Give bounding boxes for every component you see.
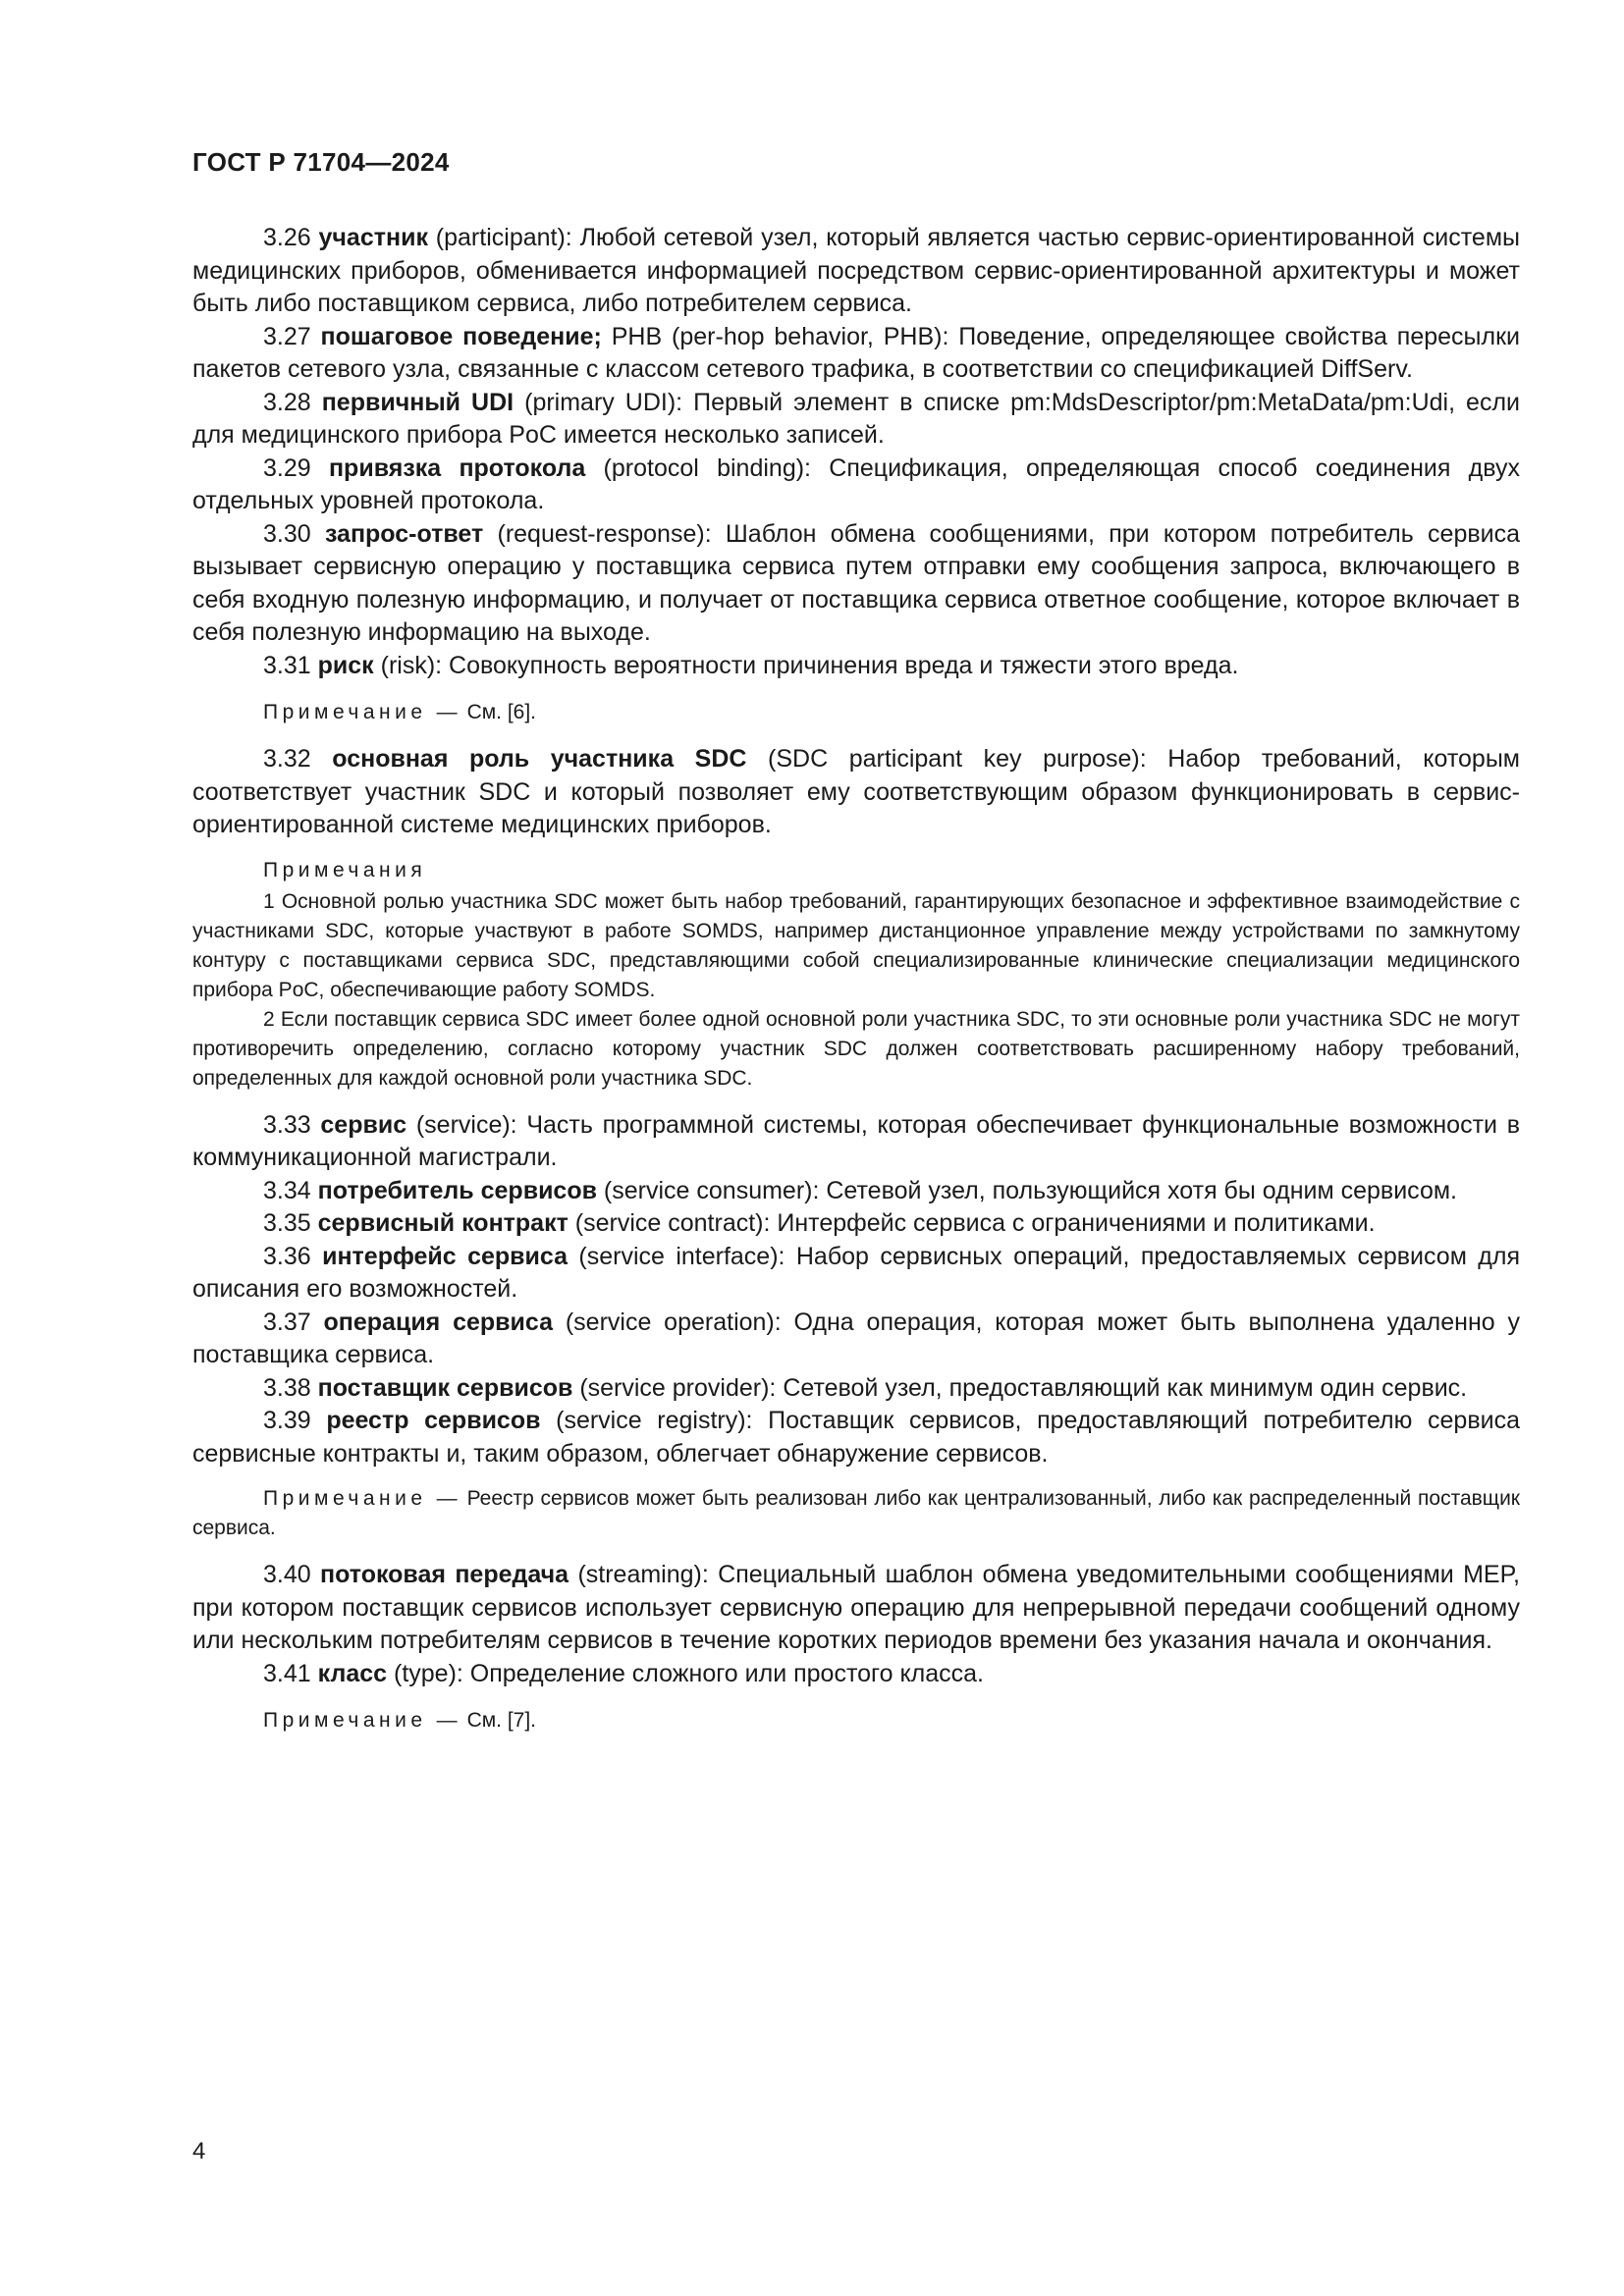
term-entry-3-37: 3.37 операция сервиса (service operation): Одна операция, которая может быть выполнена удаленно у поставщика сервиса. bbox=[192, 1308, 1521, 1368]
note-item-2: 2 Если поставщик сервиса SDC имеет более одной основной роли участника SDC, то эти основные роли участника SDC не могут противоречить определению, согласно которому участник SDC должен соответствовать расширенному набору требований, определенных для каждой основной роли участника SDC. bbox=[192, 1007, 1520, 1090]
term-name: запрос-ответ bbox=[324, 519, 484, 548]
term-entry-3-30: 3.30 запрос-ответ (request-response): Шаблон обмена сообщениями, при котором потребитель сервиса вызывает сервисную операцию у поставщика сервиса путем отправки ему сообщения запроса, включающего в себя входную полезную информацию, и получает от поставщика сервиса ответное сообщение, которое включает в себя полезную информацию на выходе. bbox=[192, 519, 1520, 646]
term-name: первичный UDI bbox=[321, 388, 514, 416]
term-name: операция сервиса bbox=[323, 1308, 554, 1336]
note-item-1: 1 Основной ролью участника SDC может быть набор требований, гарантирующих безопасное и эффективное взаимодействие с участниками SDC, которые участвуют в работе SOMDS, например дистанционное управление между устройствами по замкнутому контуру с поставщиками сервиса SDC, представляющими собой специализированные клинические специализации медицинского прибора PoC, обеспечивающие работу SOMDS. bbox=[192, 889, 1520, 1001]
term-entry-3-34: 3.34 потребитель сервисов (service consumer): Сетевой узел, пользующийся хотя бы одним сервисом. bbox=[263, 1176, 1457, 1204]
term-name: реестр сервисов bbox=[326, 1407, 541, 1434]
term-entry-3-40: 3.40 потоковая передача (streaming): Специальный шаблон обмена уведомительными сообщениями MEP, при котором поставщик сервисов использует сервисную операцию для непрерывной передачи сообщений одному или нескольким потребителям сервисов в течение коротких периодов времени без указания начала и окончания. bbox=[192, 1561, 1520, 1654]
term-name: интерфейс сервиса bbox=[322, 1242, 568, 1270]
term-entry-3-27: 3.27 пошаговое поведение; PHB (per-hop behavior, PHB): Поведение, определяющее свойства пересылки пакетов сетевого узла, связанные с классом сетевого трафика, в соответствии со спецификацией DiffServ. bbox=[192, 322, 1520, 383]
note-3-39: Примечание — Реестр сервисов может быть реализован либо как централизованный, либо как распределенный поставщик сервиса. bbox=[192, 1487, 1520, 1539]
note-3-41: Примечание — См. [7]. bbox=[263, 1709, 537, 1732]
term-name: поставщик сервисов bbox=[317, 1373, 573, 1402]
term-entry-3-28: 3.28 первичный UDI (primary UDI): Первый элемент в списке pm:MdsDescriptor/pm:MetaData/pm:Udi, если для медицинского прибора PoC имеется несколько записей. bbox=[192, 388, 1520, 449]
notes-heading-3-32: Примечания bbox=[263, 858, 427, 881]
term-entry-3-39: 3.39 реестр сервисов (service registry): Поставщик сервисов, предоставляющий потребителю сервиса сервисные контракты и, таким образом, облегчает обнаружение сервисов. bbox=[192, 1407, 1520, 1468]
term-entry-3-29: 3.29 привязка протокола (protocol binding): Спецификация, определяющая способ соединения двух отдельных уровней протокола. bbox=[192, 454, 1520, 514]
term-entry-3-32: 3.32 основная роль участника SDC (SDC participant key purpose): Набор требований, которым соответствует участник SDC и который позволяет ему соответствующим образом функционировать в сервис-ориентированной системе медицинских приборов. bbox=[192, 745, 1520, 838]
term-entry-3-26: 3.26 участник (participant): Любой сетевой узел, который является частью сервис-ориентированной системы медицинских приборов, обменивается информацией посредством сервис-ориентированной архитектуры и может быть либо поставщиком сервиса, либо потребителем сервиса. bbox=[192, 224, 1520, 317]
document-body bbox=[192, 222, 1520, 1751]
term-name: риск bbox=[317, 651, 374, 679]
term-name: основная роль участника SDC bbox=[332, 745, 747, 773]
term-entry-3-33: 3.33 сервис (service): Часть программной системы, которая обеспечивает функциональные возможности в коммуникационной магистрали. bbox=[192, 1110, 1520, 1171]
term-name: потребитель сервисов bbox=[317, 1176, 597, 1204]
term-name: сервис bbox=[320, 1110, 407, 1139]
term-entry-3-31: 3.31 риск (risk): Совокупность вероятности причинения вреда и тяжести этого вреда. bbox=[263, 651, 1239, 679]
term-entry-3-38: 3.38 поставщик сервисов (service provider): Сетевой узел, предоставляющий как минимум один сервис. bbox=[263, 1373, 1468, 1402]
term-name: участник bbox=[318, 224, 428, 251]
term-name: сервисный контракт bbox=[317, 1209, 568, 1237]
term-entry-3-35: 3.35 сервисный контракт (service contract): Интерфейс сервиса с ограничениями и политиками. bbox=[263, 1209, 1376, 1237]
document-header: ГОСТ Р 71704—2024 bbox=[192, 147, 450, 177]
term-entry-3-41: 3.41 класс (type): Определение сложного или простого класса. bbox=[263, 1659, 985, 1687]
note-3-31: Примечание — См. [6]. bbox=[263, 701, 537, 723]
page-number: 4 bbox=[192, 2138, 206, 2164]
term-name: привязка протокола bbox=[328, 454, 586, 482]
term-name: потоковая передача bbox=[320, 1561, 569, 1588]
term-name: класс bbox=[317, 1659, 388, 1687]
term-entry-3-36: 3.36 интерфейс сервиса (service interface): Набор сервисных операций, предоставляемых сервисом для описания его возможностей. bbox=[192, 1242, 1521, 1303]
term-name: пошаговое поведение; bbox=[320, 322, 602, 350]
